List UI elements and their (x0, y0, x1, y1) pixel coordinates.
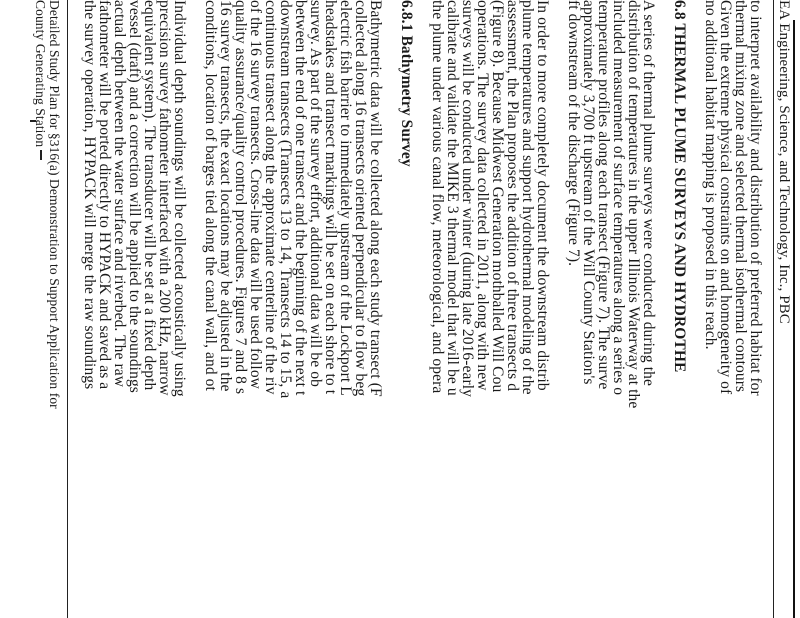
footer-rule (67, 0, 68, 618)
paragraph-line: A series of thermal plume surveys were conducted during the (640, 0, 657, 386)
paragraph-line: equivalent system). The transducer will be set at a fixed depth (141, 0, 158, 391)
paragraph-line: Bathymetric data will be collected along each study transect (F (367, 0, 384, 397)
paragraph-line: survey. As part of the survey effort, additional data will be ob (307, 0, 324, 387)
footer-line-1: Detailed Study Plan for §316(a) Demonstration to Support Application for (47, 0, 62, 409)
paragraph-line: continuous transect along the approximate centerline of the riv (262, 0, 279, 395)
paragraph-line: collected along 16 transects oriented perpendicular to flow beg (352, 0, 369, 397)
paragraph-line: between the end of one transect and the beginning of the next t (292, 0, 309, 396)
section-heading-6-8-1: 6.8.1 Bathymetry Survey (398, 0, 415, 167)
intro-line: Given the extreme physical constraints on and homogeneity of (717, 0, 734, 395)
paragraph-line: vessel (draft) and a correction will be applied to the soundings (126, 0, 143, 393)
paragraph-line: operations. The survey data collected in 2011, along with new (474, 0, 491, 391)
paragraph-line: precision survey fathometer interfaced with a 200 kHz, narrow (156, 0, 173, 396)
paragraph-line: approximately 3,700 ft upstream of the Will County Station's (580, 0, 597, 385)
paragraph-line: quality assurance/quality control procedures. Figures 7 and 8 s (232, 0, 249, 395)
paragraph-line: the survey operation, HYPACK will merge the raw soundings (81, 0, 98, 390)
section-heading-6-8: 6.8 THERMAL PLUME SURVEYS AND HYDROTHE (671, 0, 688, 373)
footer-line-2: County Generating Station (33, 0, 48, 148)
paragraph-line: ft downstream of the discharge (Figure 7). (565, 0, 582, 267)
intro-line: no additional habitat mapping is proposed in this reach. (702, 0, 719, 350)
paragraph-line: temperature profiles along each transect (Figure 7). The surve (595, 0, 612, 390)
header-rule (773, 0, 774, 618)
paragraph-line: actual depth between the water surface and riverbed. The raw (111, 0, 128, 387)
header-company: EA Engineering, Science, and Technology, Inc., PBC (776, 0, 792, 324)
paragraph-line: surveys will be conducted under winter (during late 2016-early (459, 0, 476, 398)
paragraph-line: electric fish barrier to immediately upstream of the Lockport L (337, 0, 354, 396)
paragraph-line: calibrate and validate the MIKE 3 thermal model that will be u (444, 0, 461, 396)
paragraph-line: 16 survey transects, the exact locations may be adjusted in the (217, 0, 234, 392)
paragraph-line: (Figure 8). Because Midwest Generation mothballed Will Cou (489, 0, 506, 393)
paragraph-line: downstream transects (Transects 13 to 14, Transects 14 to 15, a (277, 0, 294, 399)
paragraph-line: distribution of temperatures in the upper Illinois Waterway at the (625, 0, 642, 409)
paragraph-line: fathometer will be ported directly to HYPACK and saved as a (96, 0, 113, 390)
paragraph-line: headstakes and transect markings will be set on each shore to t (322, 0, 339, 395)
paragraph-line: the plume under various canal flow, meteorological, and opera (429, 0, 446, 394)
paragraph-line: plume temperatures and support hydrothermal modeling of the (519, 0, 536, 395)
intro-line: thermal mixing zone and selected thermal isothermal contours (732, 0, 749, 393)
paragraph-line: In order to more completely document the downstream distrib (534, 0, 551, 391)
paragraph-line: Individual depth soundings will be collected acoustically using (171, 0, 188, 397)
intro-line: to interpret availability and distribution of preferred habitat for (747, 0, 764, 396)
paragraph-line: conditions, location of barges tied along the canal wall, and ot (202, 0, 219, 391)
paragraph-line: included measurement of surface temperatures along a series o (610, 0, 627, 396)
paragraph-line: assessment, the Plan proposes the addition of three transects d (504, 0, 521, 392)
paragraph-line: of the 16 survey transects. Cross-line data will be used follow (247, 0, 264, 389)
